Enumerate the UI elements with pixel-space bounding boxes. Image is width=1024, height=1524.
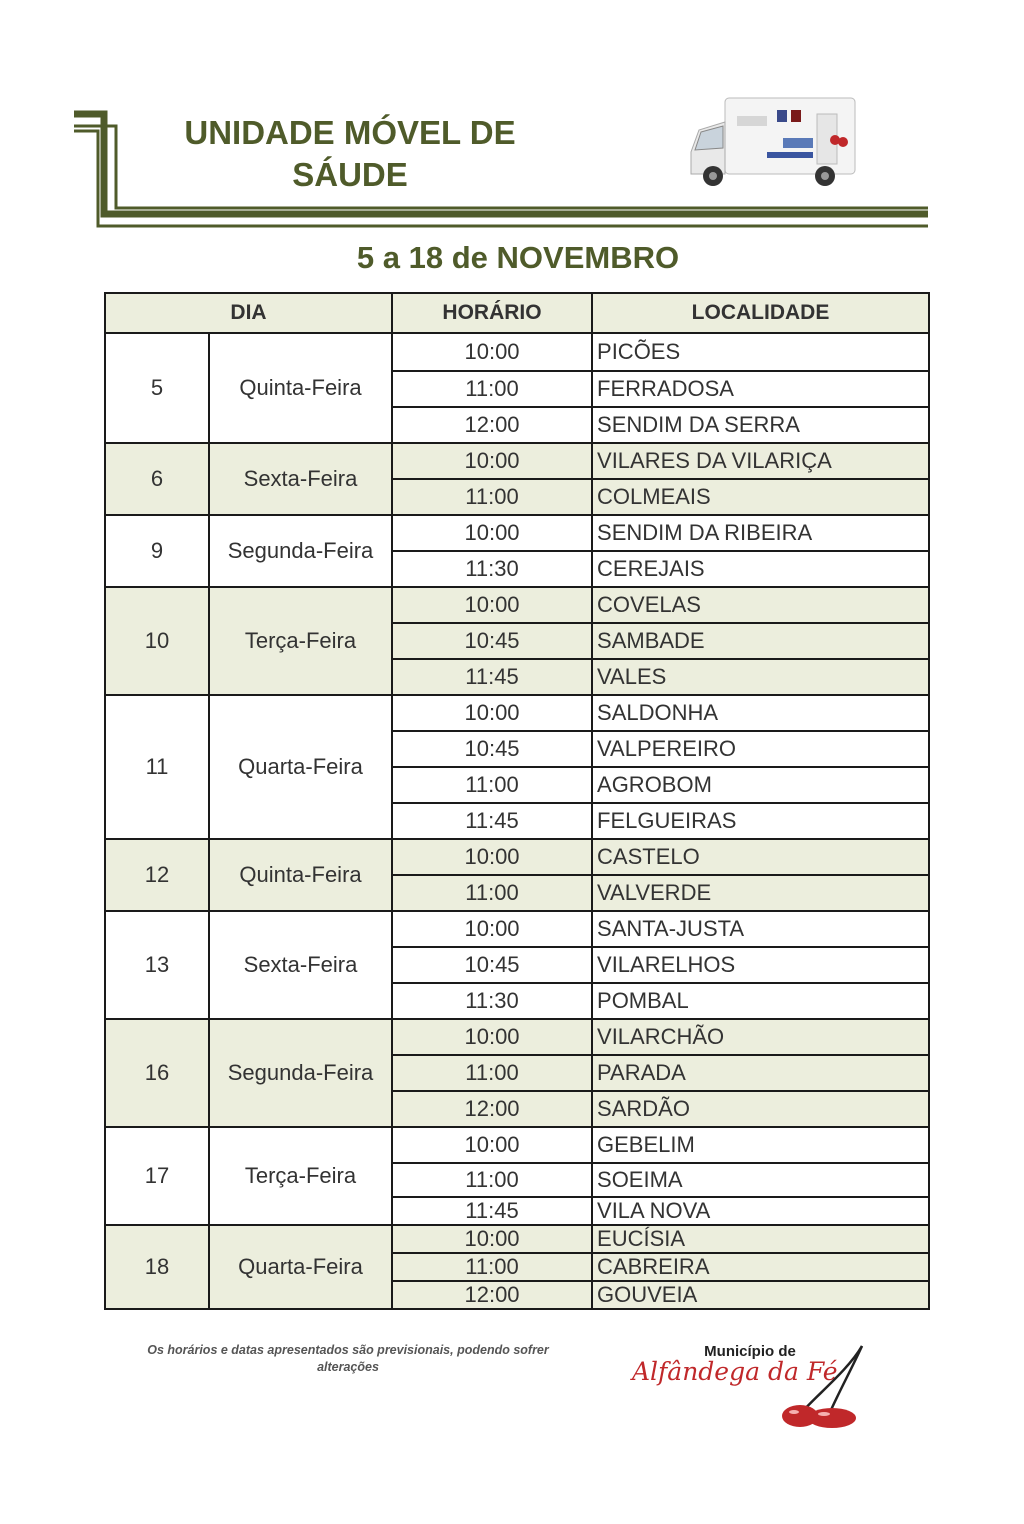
time-cell: 11:45 [392, 659, 592, 695]
column-header-location: LOCALIDADE [592, 293, 929, 333]
day-number-cell: 13 [105, 911, 209, 1019]
time-cell: 12:00 [392, 1091, 592, 1127]
time-cell: 11:45 [392, 803, 592, 839]
weekday-cell: Terça-Feira [209, 1127, 392, 1225]
day-number-cell: 9 [105, 515, 209, 587]
table-row [105, 695, 929, 731]
logo-top-text: Município de [704, 1343, 796, 1360]
location-cell: VILARELHOS [592, 947, 929, 983]
table-row [105, 443, 929, 479]
table-row [105, 1019, 929, 1055]
time-cell: 10:00 [392, 911, 592, 947]
location-cell: SANTA-JUSTA [592, 911, 929, 947]
location-cell: SENDIM DA RIBEIRA [592, 515, 929, 551]
time-cell: 10:00 [392, 443, 592, 479]
table-row [105, 839, 929, 875]
weekday-cell: Quinta-Feira [209, 333, 392, 443]
page-title-line1: UNIDADE MÓVEL DE [184, 114, 516, 151]
time-cell: 11:00 [392, 1163, 592, 1197]
location-cell: CABREIRA [592, 1253, 929, 1281]
schedule-table [104, 292, 930, 1310]
location-cell: CEREJAIS [592, 551, 929, 587]
time-cell: 10:00 [392, 695, 592, 731]
table-header-row [105, 293, 929, 333]
time-cell: 10:00 [392, 839, 592, 875]
day-number-cell: 6 [105, 443, 209, 515]
location-cell: SALDONHA [592, 695, 929, 731]
location-cell: CASTELO [592, 839, 929, 875]
location-cell: COLMEAIS [592, 479, 929, 515]
location-cell: SENDIM DA SERRA [592, 407, 929, 443]
location-cell: GOUVEIA [592, 1281, 929, 1309]
day-number-cell: 11 [105, 695, 209, 839]
time-cell: 10:45 [392, 947, 592, 983]
time-cell: 10:00 [392, 1019, 592, 1055]
weekday-cell: Terça-Feira [209, 587, 392, 695]
location-cell: PICÕES [592, 333, 929, 371]
mobile-health-van-icon [685, 92, 865, 192]
municipality-logo [626, 1338, 876, 1428]
day-number-cell: 17 [105, 1127, 209, 1225]
column-header-time: HORÁRIO [392, 293, 592, 333]
logo-script-text: Alfândega da Fé [632, 1357, 838, 1386]
table-row [105, 333, 929, 371]
time-cell: 11:00 [392, 1253, 592, 1281]
time-cell: 10:45 [392, 623, 592, 659]
day-number-cell: 18 [105, 1225, 209, 1309]
weekday-cell: Quarta-Feira [209, 1225, 392, 1309]
location-cell: PARADA [592, 1055, 929, 1091]
column-header-day: DIA [105, 293, 392, 333]
schedule-body [105, 333, 929, 1309]
day-number-cell: 16 [105, 1019, 209, 1127]
time-cell: 10:00 [392, 587, 592, 623]
time-cell: 12:00 [392, 407, 592, 443]
time-cell: 11:45 [392, 1197, 592, 1225]
time-cell: 12:00 [392, 1281, 592, 1309]
time-cell: 10:00 [392, 333, 592, 371]
time-cell: 11:00 [392, 371, 592, 407]
location-cell: VILA NOVA [592, 1197, 929, 1225]
day-number-cell: 10 [105, 587, 209, 695]
location-cell: VALVERDE [592, 875, 929, 911]
location-cell: VALPEREIRO [592, 731, 929, 767]
time-cell: 10:00 [392, 1127, 592, 1163]
weekday-cell: Quinta-Feira [209, 839, 392, 911]
time-cell: 10:45 [392, 731, 592, 767]
time-cell: 11:30 [392, 551, 592, 587]
time-cell: 11:30 [392, 983, 592, 1019]
location-cell: SARDÃO [592, 1091, 929, 1127]
location-cell: VILARES DA VILARIÇA [592, 443, 929, 479]
time-cell: 11:00 [392, 479, 592, 515]
location-cell: AGROBOM [592, 767, 929, 803]
day-number-cell: 12 [105, 839, 209, 911]
location-cell: FELGUEIRAS [592, 803, 929, 839]
location-cell: GEBELIM [592, 1127, 929, 1163]
day-number-cell: 5 [105, 333, 209, 443]
date-range-subtitle: 5 a 18 de NOVEMBRO [356, 240, 680, 275]
time-cell: 11:00 [392, 875, 592, 911]
weekday-cell: Sexta-Feira [209, 443, 392, 515]
weekday-cell: Segunda-Feira [209, 515, 392, 587]
table-row [105, 911, 929, 947]
table-row [105, 587, 929, 623]
weekday-cell: Segunda-Feira [209, 1019, 392, 1127]
weekday-cell: Sexta-Feira [209, 911, 392, 1019]
time-cell: 11:00 [392, 1055, 592, 1091]
weekday-cell: Quarta-Feira [209, 695, 392, 839]
location-cell: SAMBADE [592, 623, 929, 659]
location-cell: VALES [592, 659, 929, 695]
location-cell: COVELAS [592, 587, 929, 623]
time-cell: 11:00 [392, 767, 592, 803]
time-cell: 10:00 [392, 515, 592, 551]
location-cell: SOEIMA [592, 1163, 929, 1197]
location-cell: VILARCHÃO [592, 1019, 929, 1055]
disclaimer-note: Os horários e datas apresentados são previsionais, podendo sofrer alterações [147, 1343, 549, 1374]
table-row [105, 515, 929, 551]
time-cell: 10:00 [392, 1225, 592, 1253]
table-row [105, 1225, 929, 1253]
location-cell: EUCÍSIA [592, 1225, 929, 1253]
page-title-line2: SÁUDE [292, 156, 408, 193]
location-cell: POMBAL [592, 983, 929, 1019]
location-cell: FERRADOSA [592, 371, 929, 407]
table-row [105, 1127, 929, 1163]
